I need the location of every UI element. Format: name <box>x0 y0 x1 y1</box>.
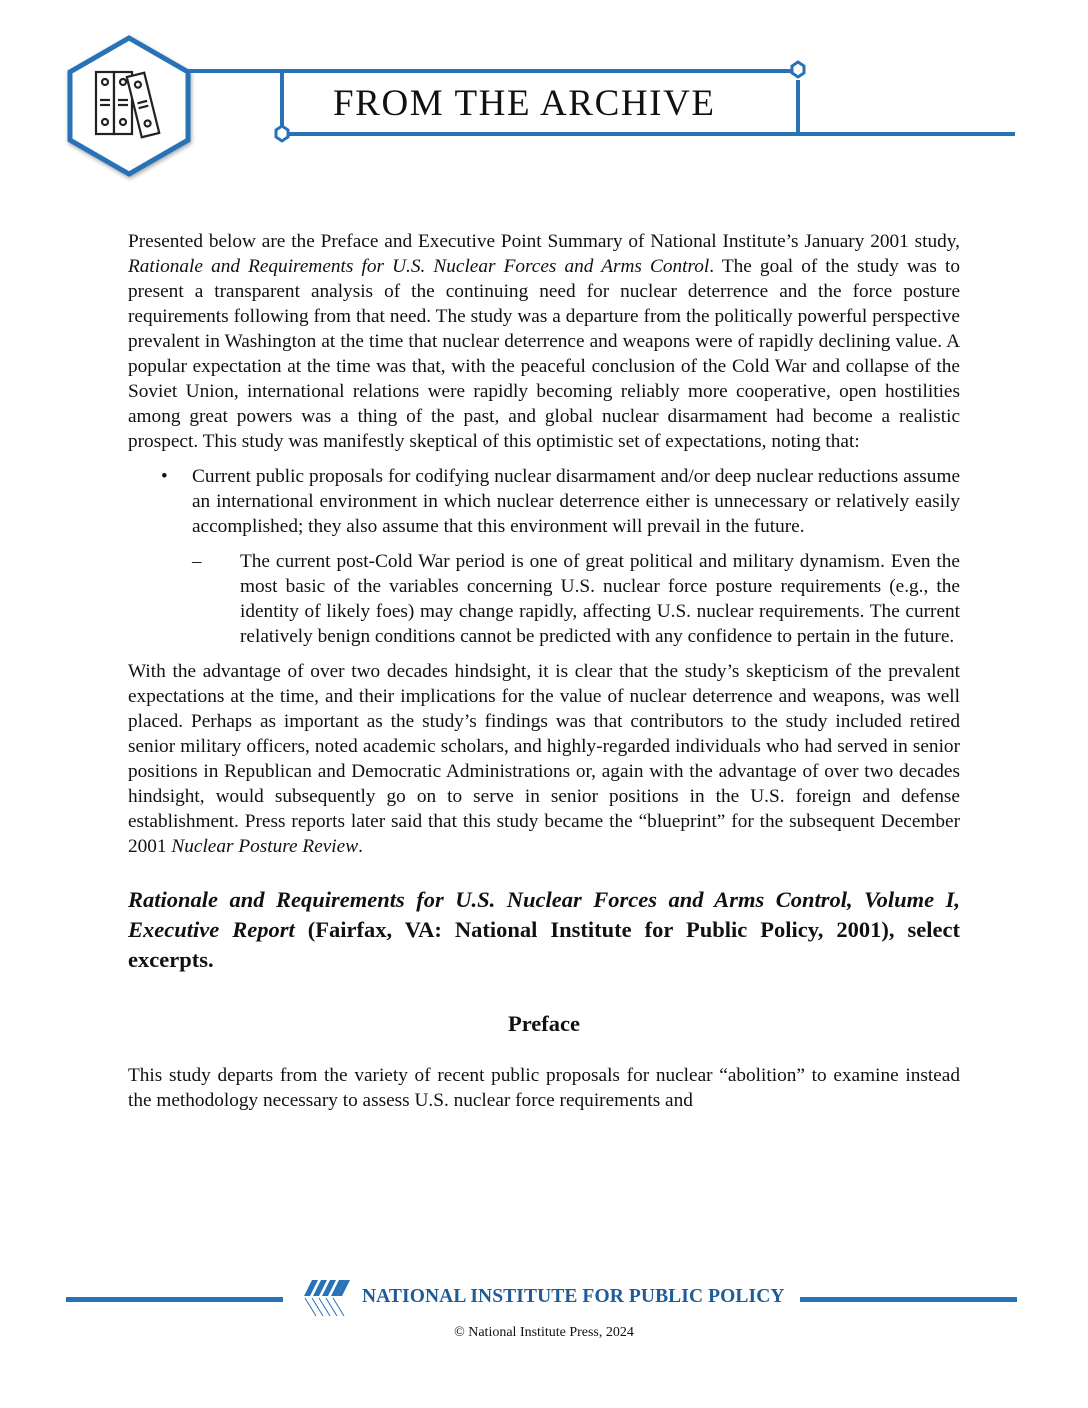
nipp-logo-icon <box>302 1278 352 1318</box>
sub-item-text: The current post-Cold War period is one of great political and military dynamism. Even the most basic of the variables concerning U.S. nuclear force posture requirements (e.g., the identity of likely foes) may change rapidly, affecting U.S. nuclear requirements. The current relatively benign conditions cannot be predicted with any confidence to pertain in the future. <box>240 551 960 647</box>
npr-title: Nuclear Posture Review <box>171 836 359 857</box>
intro-text-1: Presented below are the Preface and Executive Point Summary of National Institute’s January 2001 study, <box>128 231 960 252</box>
hindsight-paragraph <box>128 659 960 859</box>
footer-org-name: NATIONAL INSTITUTE FOR PUBLIC POLICY <box>362 1286 785 1307</box>
citation-title: Rationale and Requirements for U.S. Nuclear Forces and Arms Control, Volume I, Executive Report <box>128 887 960 942</box>
dash-marker: – <box>192 551 202 572</box>
bullet-marker: • <box>161 466 168 487</box>
citation <box>128 885 960 975</box>
study-title: Rationale and Requirements for U.S. Nuclear Forces and Arms Control <box>128 256 710 277</box>
intro-text-2: . The goal of the study was to present a transparent analysis of the continuing need for nuclear deterrence and the force posture requirements following from that need. The study was a departure from the politically powerful perspective prevalent in Washington at the time that nuclear deterrence and weapons were of rapidly declining value. A popular expectation at the time was that, with the peaceful conclusion of the Cold War and collapse of the Soviet Union, international relations were rapidly becoming reliably more cooperative, open hostilities among great powers was a thing of the past, and global nuclear disarmament had become a realistic prospect. This study was manifestly skeptical of this optimistic set of expectations, noting that: <box>128 256 960 452</box>
findings-list <box>128 464 960 649</box>
document-body <box>128 229 960 1113</box>
citation-details: (Fairfax, VA: National Institute for Public Policy, 2001), select excerpts. <box>128 917 960 972</box>
hexagon-node-right <box>792 62 804 77</box>
footer-rule-right <box>800 1297 1017 1302</box>
bullet-text: Current public proposals for codifying nuclear disarmament and/or deep nuclear reductions assume an international environment in which nuclear deterrence either is unnecessary or relatively easily accomplished; they also assume that this environment will prevail in the future. <box>192 466 960 537</box>
sub-list <box>192 549 960 649</box>
section-heading-preface: Preface <box>507 1011 581 1036</box>
page-title: FROM THE ARCHIVE <box>333 83 716 124</box>
footer-rule-left <box>66 1297 283 1302</box>
hindsight-text-1: With the advantage of over two decades hindsight, it is clear that the study’s skepticism of the prevalent expectations at the time, and their implications for the value of nuclear deterrence and weapons, was well placed. Perhaps as important as the study’s findings was that contributors to the study included retired senior military officers, noted academic scholars, and highly-regarded individuals who had served in senior positions in Republican and Democratic Administrations or, again with the advantage of over two decades hindsight, would subsequently go on to serve in senior positions in the U.S. foreign and defense establishment. Press reports later said that this study became the “blueprint” for the subsequent December 2001 <box>128 661 960 857</box>
hexagon-node-left <box>276 126 288 141</box>
list-item <box>128 464 960 649</box>
intro-paragraph <box>128 229 960 454</box>
copyright-notice: © National Institute Press, 2024 <box>454 1325 634 1340</box>
hindsight-text-2: . <box>358 836 363 857</box>
sub-list-item <box>192 549 960 649</box>
preface-paragraph: This study departs from the variety of recent public proposals for nuclear “abolition” to examine instead the methodology necessary to assess U.S. nuclear force requirements and <box>128 1065 960 1111</box>
